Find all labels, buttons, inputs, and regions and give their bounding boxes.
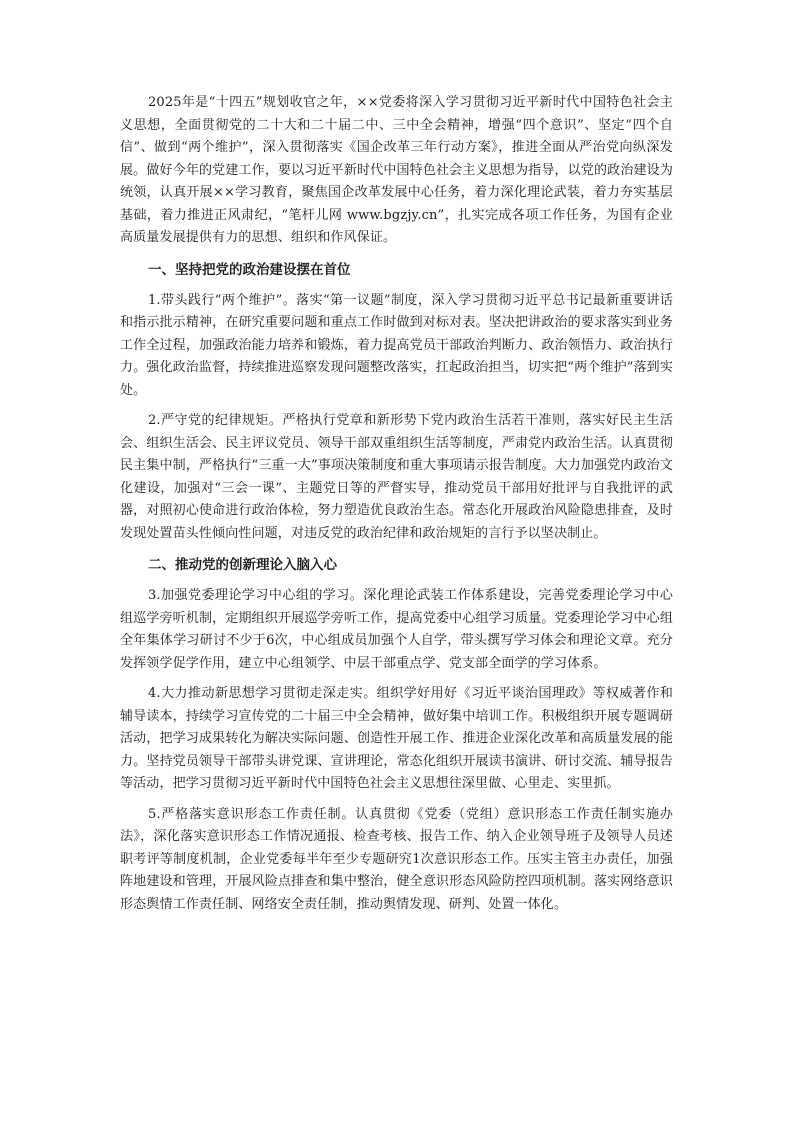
body-paragraph: 3.加强党委理论学习中心组的学习。深化理论武装工作体系建设，完善党委理论学习中心组巡学旁听机制，定期组织开展巡学旁听工作，提高党委中心组学习质量。党委理论学习中心组全年集体学习研讨不少于6次，中心组成员加强个人自学，带头撰写学习体会和理论文章。充分发挥领学促学作用，建立中心组领学、中层干部重点学、党支部全面学的学习体系。 bbox=[120, 588, 673, 671]
body-paragraph: 1.带头践行“两个维护”。落实“第一议题”制度，深入学习贯彻习近平总书记最新重要讲话和指示批示精神，在研究重要问题和重点工作时做到对标对表。坚决把讲政治的要求落实到业务工作全过程，加强政治能力培养和锻炼，着力提高党员干部政治判断力、政治领悟力、政治执行力。强化政治监督，持续推进巡察发现问题整改落实，扛起政治担当，切实把“两个维护”落到实处。 bbox=[120, 292, 673, 398]
section-heading: 一、坚持把党的政治建设摆在首位 bbox=[148, 261, 351, 278]
section-theory-study bbox=[120, 553, 673, 916]
section-political-construction bbox=[120, 258, 673, 546]
body-paragraph: 4.大力推动新思想学习贯彻走深走实。组织学好用好《习近平谈治国理政》等权威著作和辅导读本，持续学习宣传党的二十届三中全会精神，做好集中培训工作。积极组织开展专题调研活动，把学习成果转化为解决实际问题、创造性开展工作、推进企业深化改革和高质量发展的能力。坚持党员领导干部带头讲党课、宣讲理论，常态化组织开展读书演讲、研讨交流、辅导报告等活动，把学习贯彻习近平新时代中国特色社会主义思想往深里做、心里走、实里抓。 bbox=[120, 686, 673, 791]
document-page bbox=[120, 92, 673, 924]
body-paragraph: 5.严格落实意识形态工作责任制。认真贯彻《党委（党组）意识形态工作责任制实施办法》，深化落实意识形态工作情况通报、检查考核、报告工作、纳入企业领导班子及领导人员述职考评等制度机制，企业党委每半年至少专题研究1次意识形态工作。压实主管主办责任，加强阵地建设和管理，开展风险点排查和集中整治，健全意识形态风险防控四项机制。落实网络意识形态舆情工作责任制、网络安全责任制，推动舆情发现、研判、处置一体化。 bbox=[120, 806, 673, 912]
intro-paragraph: 2025年是“十四五”规划收官之年，××党委将深入学习贯彻习近平新时代中国特色社会主义思想，全面贯彻党的二十大和二十届二中、三中全会精神，增强“四个意识”、坚定“四个自信”、做到“两个维护”，深入贯彻落实《国企改革三年行动方案》，推进全面从严治党向纵深发展。做好今年的党建工作，要以习近平新时代中国特色社会主义思想为指导，以党的政治建设为统领，认真开展××学习教育，聚焦国企改革发展中心任务，着力深化理论武装，着力夯实基层基础，着力推进正风肃纪，“笔杆儿网 www.bgzjy.cn”，扎实完成各项工作任务，为国有企业高质量发展提供有力的思想、组织和作风保证。 bbox=[120, 95, 673, 245]
section-heading: 二、推动党的创新理论入脑入心 bbox=[148, 557, 337, 573]
body-paragraph: 2.严守党的纪律规矩。严格执行党章和新形势下党内政治生活若干准则，落实好民主生活会、组织生活会、民主评议党员、领导干部双重组织生活等制度，严肃党内政治生活。认真贯彻民主集中制，严格执行“三重一大”事项决策制度和重大事项请示报告制度。大力加强党内政治文化建设，加强对“三会一课”、主题党日等的严督实导，推动党员干部用好批评与自我批评的武器，对照初心使命进行政治体检，努力塑造优良政治生态。常态化开展政治风险隐患排查，及时发现处置苗头性倾向性问题，对违反党的政治纪律和政治规矩的言行予以坚决制止。 bbox=[120, 413, 673, 541]
